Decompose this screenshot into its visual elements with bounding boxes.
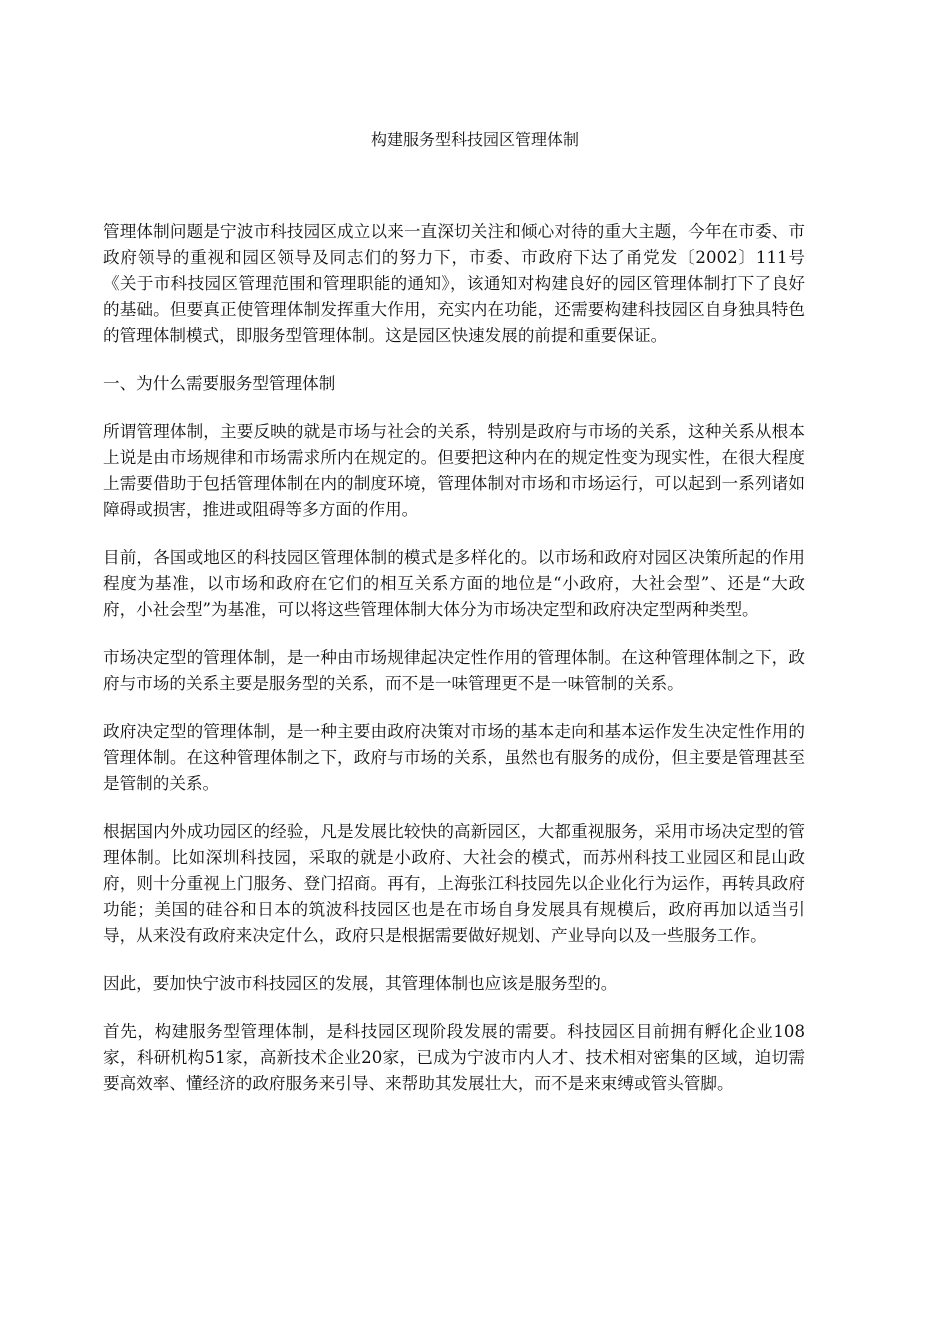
body-paragraph: 首先，构建服务型管理体制，是科技园区现阶段发展的需要。科技园区目前拥有孵化企业108家，科研机构51家，高新技术企业20家，已成为宁波市内人才、技术相对密集的区域，迫切需要高效率、懂经济的政府服务来引导、来帮助其发展壮大，而不是来束缚或管头管脚。 bbox=[103, 1022, 805, 1093]
intro-paragraph: 管理体制问题是宁波市科技园区成立以来一直深切关注和倾心对待的重大主题，今年在市委、市政府领导的重视和园区领导及同志们的努力下，市委、市政府下达了甬党发〔2002〕111号《关于市科技园区管理范围和管理职能的通知》，该通知对构建良好的园区管理体制打下了良好的基础。但要真正使管理体制发挥重大作用，充实内在功能，还需要构建科技园区自身独具特色的管理体制模式，即服务型管理体制。这是园区快速发展的前提和重要保证。 bbox=[103, 222, 805, 345]
section-heading: 一、为什么需要服务型管理体制 bbox=[103, 374, 336, 393]
body-paragraph: 所谓管理体制，主要反映的就是市场与社会的关系，特别是政府与市场的关系，这种关系从根本上说是由市场规律和市场需求所内在规定的。但要把这种内在的规定性变为现实性，在很大程度上需要借助于包括管理体制在内的制度环境，管理体制对市场和市场运行，可以起到一系列诸如障碍或损害，推进或阻碍等多方面的作用。 bbox=[103, 422, 805, 519]
document-body bbox=[103, 219, 805, 1119]
body-paragraph: 政府决定型的管理体制，是一种主要由政府决策对市场的基本走向和基本运作发生决定性作用的管理体制。在这种管理体制之下，政府与市场的关系，虽然也有服务的成份，但主要是管理甚至是管制的关系。 bbox=[103, 722, 805, 793]
body-paragraph: 市场决定型的管理体制，是一种由市场规律起决定性作用的管理体制。在这种管理体制之下，政府与市场的关系主要是服务型的关系，而不是一味管理更不是一味管制的关系。 bbox=[103, 648, 805, 693]
body-paragraph: 根据国内外成功园区的经验，凡是发展比较快的高新园区，大都重视服务，采用市场决定型的管理体制。比如深圳科技园，采取的就是小政府、大社会的模式，而苏州科技工业园区和昆山政府，则十分重视上门服务、登门招商。再有，上海张江科技园先以企业化行为运作，再转具政府功能；美国的硅谷和日本的筑波科技园区也是在市场自身发展具有规模后，政府再加以适当引导，从来没有政府来决定什么，政府只是根据需要做好规划、产业导向以及一些服务工作。 bbox=[103, 822, 805, 945]
document-title: 构建服务型科技园区管理体制 bbox=[370, 130, 579, 149]
body-paragraph: 目前，各国或地区的科技园区管理体制的模式是多样化的。以市场和政府对园区决策所起的作用程度为基准，以市场和政府在它们的相互关系方面的地位是“小政府，大社会型”、还是“大政府，小社会型”为基准，可以将这些管理体制大体分为市场决定型和政府决定型两种类型。 bbox=[103, 548, 805, 619]
body-paragraph: 因此，要加快宁波市科技园区的发展，其管理体制也应该是服务型的。 bbox=[103, 974, 618, 993]
